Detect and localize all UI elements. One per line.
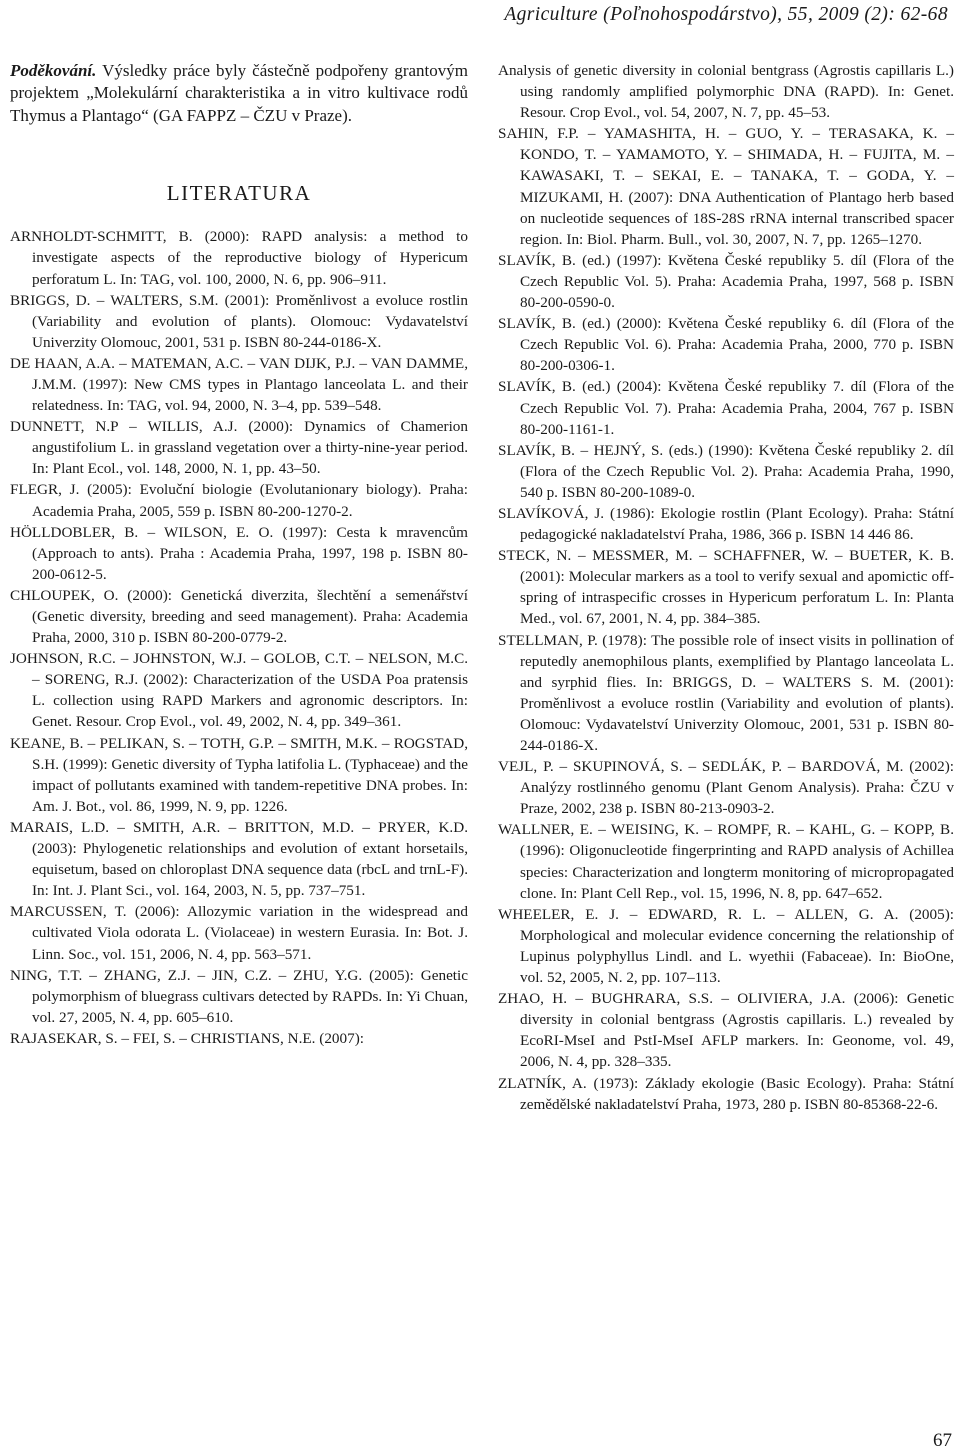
reference-entry: DE HAAN, A.A. – MATEMAN, A.C. – VAN DIJK, P.J. – VAN DAMME, J.M.M. (1997): New CMS types in Plantago lanceolata L. and their relatedness. In: TAG, vol. 94, 2000, N. 3–4, pp. 539–548. [10,354,468,415]
reference-entry: DUNNETT, N.P – WILLIS, A.J. (2000): Dynamics of Chamerion angustifolium L. in grassland vegetation over a thirty-nine-year period. In: Plant Ecol., vol. 148, 2000, N. 1, pp. 43–50. [10,418,468,478]
reference-entry: STELLMAN, P. (1978): The possible role of insect visits in pollination of reputedly anemophilous plants, exemplified by Plantago lanceolata L. and syrphid flies. In: BRIGGS, D. – WALTERS S. M. (2001): Proměnlivost a evoluce rostlin (Variability and evolution of plants). Olomouc: Vydavatelství Univerzity Olomouc, 2001, 531 p. ISBN 80-244-0186-X. [498,631,954,754]
reference-entry: Analysis of genetic diversity in colonial bentgrass (Agrostis capillaris L.) using randomly amplified polymorphic DNA (RAPD). In: Genet. Resour. Crop Evol., vol. 54, 2007, N. 7, pp. 45–53. [498,62,954,122]
journal-header: Agriculture (Poľnohospodárstvo), 55, 2009 (2): 62-68 [504,4,948,25]
reference-entry: BRIGGS, D. – WALTERS, S.M. (2001): Proměnlivost a evoluce rostlin (Variability and evolution of plants). Olomouc: Vydavatelství Univerzity Olomouc, 2001, 531 p. ISBN 80-244-0186-X. [10,291,468,351]
acknowledgement-lead: Poděkování. [10,61,97,80]
reference-entry: SLAVÍKOVÁ, J. (1986): Ekologie rostlin (Plant Ecology). Praha: Státní pedagogické nakladatelství Praha, 1986, 366 p. ISBN 14 446 86. [498,504,954,544]
acknowledgement-text: Výsledky práce byly částečně podpořeny grantovým projektem „Molekulární charakteristika a in vitro kultivace rodů Thymus a Plantago“ (GA FAPPZ – ČZU v Praze). [10,61,469,125]
reference-entry: SLAVÍK, B. (ed.) (1997): Květena České republiky 5. díl (Flora of the Czech Republic Vol. 5). Praha: Academia Praha, 1997, 568 p. ISBN 80-200-0590-0. [498,251,954,312]
reference-entry: WHEELER, E. J. – EDWARD, R. L. – ALLEN, G. A. (2005): Morphological and molecular evidence concerning the relationship of Lupinus polyphyllus Lindl. and L. wyethii (Fabaceae). In: BioOne, vol. 52, 2005, N. 2, pp. 107–113. [498,905,954,987]
reference-entry: WALLNER, E. – WEISING, K. – ROMPF, R. – KAHL, G. – KOPP, B. (1996): Oligonucleotide fingerprinting and RAPD analysis of Achillea species: Characterization and longterm monitoring of micropropagated clone. In: Plant Cell Rep., vol. 15, 1996, N. 8, pp. 647–652. [498,821,954,902]
page-number: 67 [933,1430,952,1451]
reference-entry: RAJASEKAR, S. – FEI, S. – CHRISTIANS, N.E. (2007): [10,1029,364,1047]
reference-entry: FLEGR, J. (2005): Evoluční biologie (Evolutanionary biology). Praha: Academia Praha, 2005, 559 p. ISBN 80-200-1270-2. [10,481,468,520]
reference-entry: SLAVÍK, B. – HEJNÝ, S. (eds.) (1990): Květena České republiky 2. díl (Flora of the Czech Republic Vol. 2). Praha: Academia Praha, 1990, 540 p. ISBN 80-200-1089-0. [498,441,954,501]
reference-entry: NING, T.T. – ZHANG, Z.J. – JIN, C.Z. – ZHU, Y.G. (2005): Genetic polymorphism of bluegrass cultivars detected by RAPDs. In: Yi Chuan, vol. 27, 2005, N. 4, pp. 605–610. [10,966,468,1026]
reference-entry: ZLATNÍK, A. (1973): Základy ekologie (Basic Ecology). Praha: Státní zemědělské nakladatelství Praha, 1973, 280 p. ISBN 80-85368-22-6. [498,1074,954,1113]
reference-entry: ARNHOLDT-SCHMITT, B. (2000): RAPD analysis: a method to investigate aspects of the reproductive biology of Hypericum perforatum L. In: TAG, vol. 100, 2000, N. 6, pp. 906–911. [10,228,468,288]
reference-entry: JOHNSON, R.C. – JOHNSTON, W.J. – GOLOB, C.T. – NELSON, M.C. – SORENG, R.J. (2002): Characterization of the USDA Poa pratensis L. collection using RAPD Markers and agronomic descriptors. In: Genet. Resour. Crop Evol., vol. 49, 2002, N. 4, pp. 349–361. [10,650,468,731]
reference-entry: SAHIN, F.P. – YAMASHITA, H. – GUO, Y. – TERASAKA, K. – KONDO, T. – YAMAMOTO, Y. – SHIMADA, H. – FUJITA, M. – KAWASAKI, T. – SEKAI, E. – TANAKA, T. – GODA, Y. – MIZUKAMI, H. (2007): DNA Authentication of Plantago herb based on nucleotide sequences of 18S-28S rRNA internal transcribed spacer region. In: Biol. Pharm. Bull., vol. 30, 2007, N. 7, pp. 1265–1270. [498,125,954,248]
reference-entry: SLAVÍK, B. (ed.) (2000): Květena České republiky 6. díl (Flora of the Czech Republic Vol. 6). Praha: Academia Praha, 2000, 770 p. ISBN 80-200-0306-1. [498,315,954,375]
right-column [498,60,954,1115]
acknowledgement [10,60,468,127]
reference-entry: HÖLLDOBLER, B. – WILSON, E. O. (1997): Cesta k mravencům (Approach to ants). Praha : Academia Praha, 1997, 198 p. ISBN 80-200-0612-5. [10,523,468,583]
reference-entry: ZHAO, H. – BUGHRARA, S.S. – OLIVIERA, J.A. (2006): Genetic diversity in colonial bentgrass (Agrostis capillaris. L.) revealed by EcoRI-MseI and PstI-MseI AFLP markers. In: Geonome, vol. 49, 2006, N. 4, pp. 328–335. [498,990,954,1071]
reference-entry: MARAIS, L.D. – SMITH, A.R. – BRITTON, M.D. – PRYER, K.D. (2003): Phylogenetic relationships and evolution of extant horsetails, equisetum, based on chloroplast DNA sequence data (rbcL and trnL-F). In: Int. J. Plant Sci., vol. 164, 2003, N. 5, pp. 737–751. [10,818,468,900]
reference-entry: KEANE, B. – PELIKAN, S. – TOTH, G.P. – SMITH, M.K. – ROGSTAD, S.H. (1999): Genetic diversity of Typha latifolia L. (Typhaceae) and the impact of pollutants examined with tandem-repetitive DNA probes. In: Am. J. Bot., vol. 86, 1999, N. 9, pp. 1226. [10,734,468,815]
reference-entry: CHLOUPEK, O. (2000): Genetická diverzita, šlechtění a semenářství (Genetic diversity, breeding and seed management). Praha: Academia Praha, 2000, 310 p. ISBN 80-200-0779-2. [10,586,468,647]
left-reference-list [10,226,468,1049]
reference-entry: STECK, N. – MESSMER, M. – SCHAFFNER, W. – BUETER, K. B. (2001): Molecular markers as a tool to verify sexual and apomictic off-spring of intraspecific crosses in Hypericum perforatum L. In: Planta Med., vol. 67, 2001, N. 4, pp. 384–385. [498,547,954,628]
reference-entry: SLAVÍK, B. (ed.) (2004): Květena České republiky 7. díl (Flora of the Czech Republic Vol. 7). Praha: Academia Praha, 2004, 767 p. ISBN 80-200-1161-1. [498,378,954,438]
references-title: LITERATURA [166,181,312,206]
reference-entry: MARCUSSEN, T. (2006): Allozymic variation in the widespread and cultivated Viola odorata L. (Violaceae) in western Eurasia. In: Bot. J. Linn. Soc., vol. 151, 2006, N. 4, pp. 563–571. [10,903,468,963]
left-column [10,60,468,1049]
right-reference-list [498,60,954,1115]
reference-entry: VEJL, P. – SKUPINOVÁ, S. – SEDLÁK, P. – BARDOVÁ, M. (2002): Analýzy rostlinného genomu (Plant Genom Analysis). Praha: ČZU v Praze, 2002, 238 p. ISBN 80-213-0903-2. [498,758,954,818]
